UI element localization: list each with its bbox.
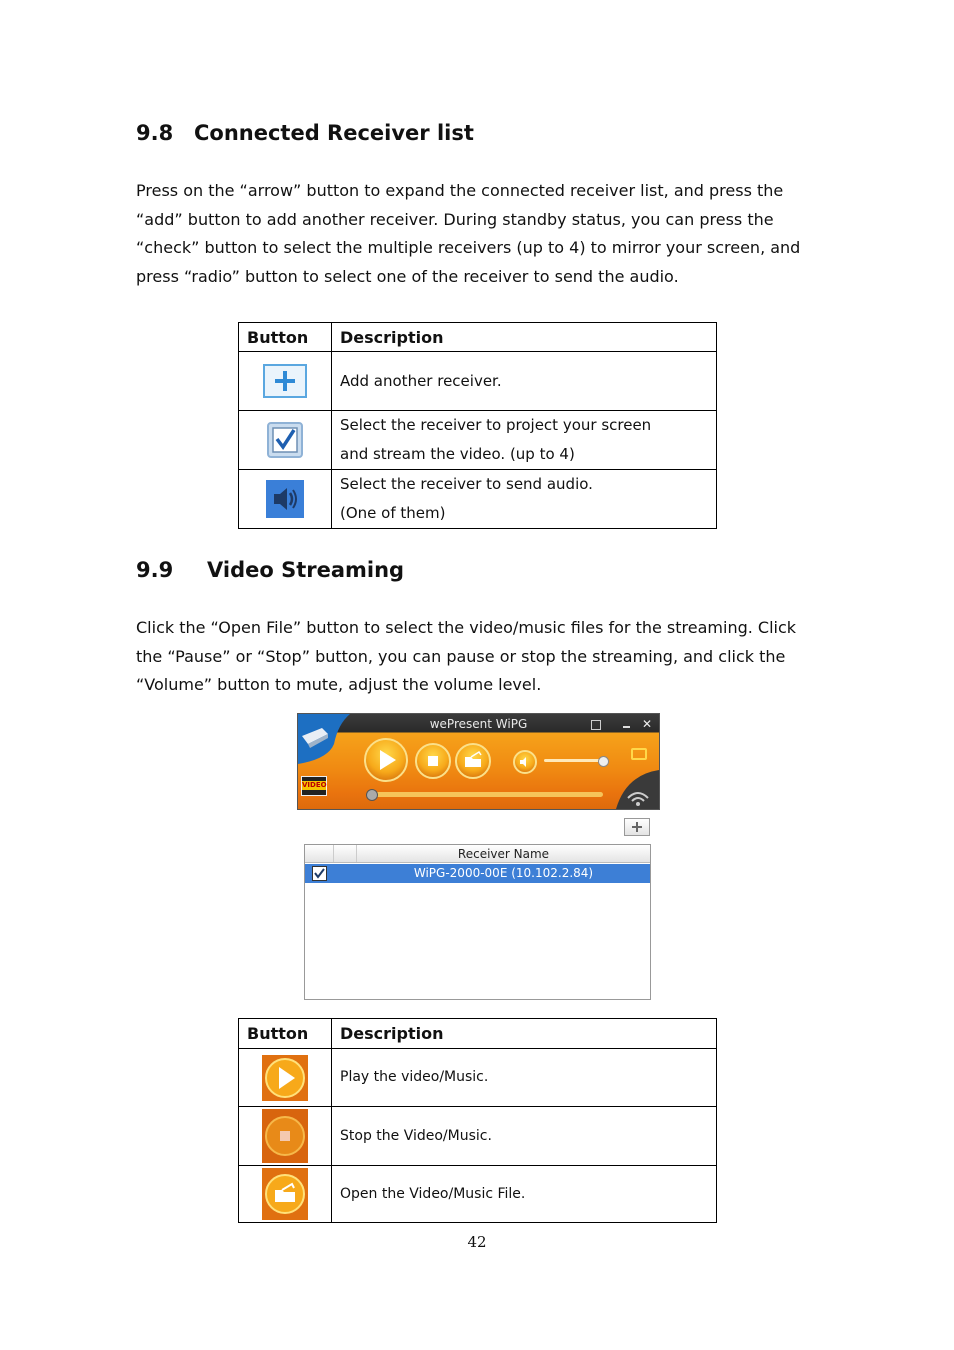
receiver-list	[304, 844, 651, 1000]
table-header-description: Description	[332, 323, 717, 352]
volume-slider-track[interactable]	[544, 759, 606, 762]
stop-icon	[417, 745, 449, 777]
section-number: 9.8	[136, 121, 174, 145]
table-header-button: Button	[239, 323, 332, 352]
volume-button[interactable]	[513, 750, 537, 774]
row-description: Select the receiver to send audio. (One of them)	[332, 470, 717, 529]
table-row	[239, 1166, 717, 1223]
progress-track[interactable]	[368, 792, 603, 797]
section-paragraph-9-9: Click the “Open File” button to select the video/music files for the streaming. Click the “Pause” or “Stop” button, you can pause or stop the streaming, and click the “Volume” button to mute, adjust the volume level.	[136, 618, 797, 695]
open-file-icon	[262, 1168, 308, 1220]
table-header-button: Button	[239, 1019, 332, 1049]
player-title: wePresent WiPG	[429, 717, 528, 731]
play-button[interactable]	[364, 738, 408, 782]
row-description: Add another receiver.	[332, 352, 717, 411]
row-description: Stop the Video/Music.	[332, 1107, 717, 1166]
speaker-icon	[266, 480, 304, 518]
progress-knob[interactable]	[366, 789, 378, 801]
add-icon	[625, 819, 649, 835]
list-item[interactable]	[305, 864, 650, 883]
table-row	[239, 352, 717, 411]
video-badge-label: VIDEO	[302, 781, 327, 789]
minimize-icon[interactable]	[623, 726, 630, 728]
volume-icon	[515, 752, 535, 772]
table-header-description: Description	[332, 1019, 717, 1049]
checkbox-icon[interactable]	[312, 866, 327, 881]
table-row	[239, 1107, 717, 1166]
close-icon[interactable]: ✕	[642, 717, 653, 731]
wifi-icon	[616, 770, 659, 809]
section-title: Video Streaming	[207, 558, 405, 582]
player-window	[297, 713, 660, 810]
open-file-button[interactable]	[455, 743, 491, 779]
section-number: 9.9	[136, 558, 174, 582]
table-row	[239, 411, 717, 470]
table-row	[239, 470, 717, 529]
play-icon	[366, 740, 406, 780]
column-header-receiver-name: Receiver Name	[457, 847, 550, 861]
receiver-list-header	[305, 845, 650, 863]
row-description: Play the video/Music.	[332, 1049, 717, 1107]
section-heading-9-9	[136, 558, 404, 582]
open-folder-icon	[457, 745, 489, 777]
volume-slider-knob[interactable]	[598, 756, 609, 767]
row-description: Open the Video/Music File.	[332, 1166, 717, 1223]
menu-icon[interactable]	[591, 720, 601, 730]
checkbox-icon	[267, 422, 303, 458]
player-buttons-table	[238, 1018, 717, 1223]
stop-button[interactable]	[415, 743, 451, 779]
receiver-name: WiPG-2000-00E (10.102.2.84)	[413, 866, 594, 880]
section-title: Connected Receiver list	[194, 121, 474, 145]
row-description: Select the receiver to project your screen and stream the video. (up to 4)	[332, 411, 717, 470]
logo-icon	[298, 714, 358, 764]
table-row	[239, 1049, 717, 1107]
section-paragraph-9-8: Press on the “arrow” button to expand the connected receiver list, and press the “add” button to add another receiver. During standby status, you can press the “check” button to select the multiple receivers (up to 4) to mirror your screen, and press “radio” button to select one of the receiver to send the audio.	[136, 181, 801, 287]
video-badge	[301, 776, 327, 796]
play-icon	[262, 1055, 308, 1101]
section-heading-9-8	[136, 121, 474, 145]
repeat-icon[interactable]	[631, 748, 647, 760]
stop-icon	[262, 1109, 308, 1163]
page-number: 42	[467, 1233, 487, 1251]
add-receiver-button[interactable]	[624, 818, 650, 836]
receiver-buttons-table	[238, 322, 717, 529]
add-icon	[263, 364, 307, 398]
